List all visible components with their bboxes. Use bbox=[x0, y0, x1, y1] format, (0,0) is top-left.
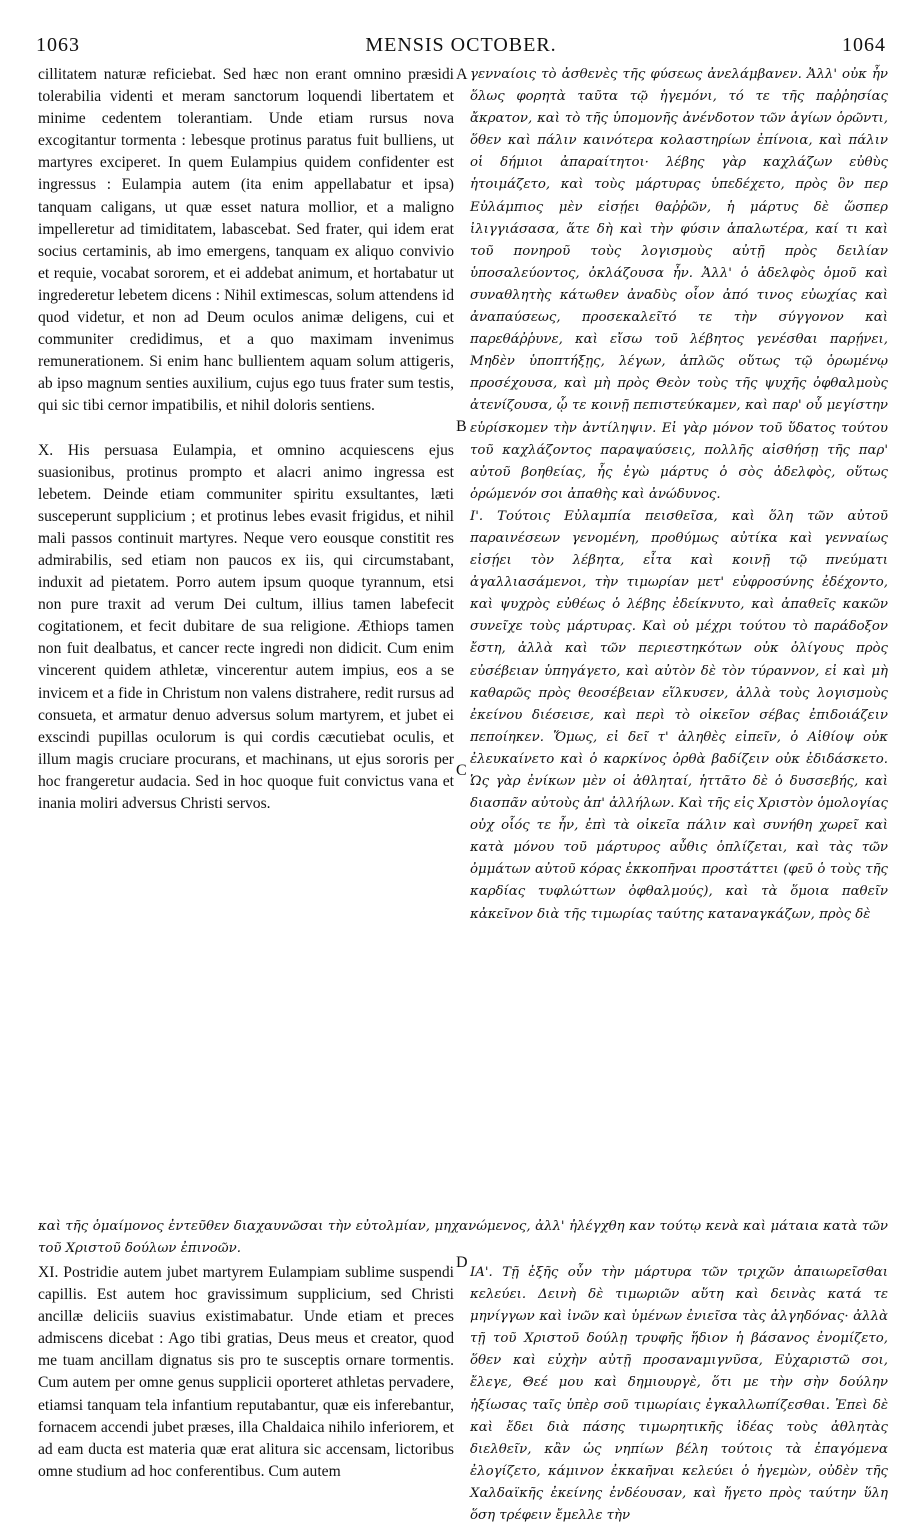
latin-column bbox=[38, 64, 454, 815]
greek-paragraph: ΙΑ'. Τῇ ἑξῆς οὖν τὴν μάρτυρα τῶν τριχῶν ἀπαιωρεῖσθαι κελεύει. Δεινὴ δὲ τιμωριῶν αὕτη καὶ δεινὰς κατά τε μηνίγγων καὶ ἰνῶν καὶ ὑμένων ἐνιεῖσα τὰς ἀλγηδόνας· ἀλλὰ τῇ τοῦ Χριστοῦ δούλῃ τρυφῆς ἥδιον ἡ βάσανος ἐνομίζετο, ὅθεν καὶ εὐχὴν αὐτῇ προσαναμιγνῦσα, Εὐχαριστῶ σοι, ἔλεγε, Θεέ μου καὶ δημιουργὲ, ὅτι με τὴν σὴν δούλην ἠξίωσας ταῖς ὑπὲρ σοῦ τιμωρίαις ἐγκαλλωπίζεσθαι. Ἐπεὶ δὲ καὶ ἔδει διὰ πάσης τιμωρητικῆς ἰδέας τοὺς ἀθλητὰς διελθεῖν, κἂν ὡς νηπίων βέλη τούτοις τὰ ἐπαγόμενα ἐλογίζετο, κάμινον ἐκκαῆναι κελεύει ὁ ἡγεμὼν, οὐδὲν τῆς Χαλδαϊκῆς ἐκείνης ἐνδέουσαν, καὶ ἤγετο πρὸς ταύτην ὕλη ὅση τρέφειν ἔμελλε τὴν bbox=[470, 1265, 888, 1524]
margin-letter: A bbox=[456, 66, 468, 83]
page-number-right: 1064 bbox=[842, 34, 886, 56]
latin-paragraph: XI. Postridie autem jubet martyrem Eulampiam sublime suspendi capillis. Est autem hoc gravissimum supplicium, sed Christi ancillæ deliciis suavius existimabatur. Unde etiam et preces admiscens dicebat : Ago tibi gratias, Deus meus et creator, quod me tuam ancillam dignatus sis pro te susceptis ornare tormentis. Cum autem per omne genus supplicii oporteret athletas pervadere, etiamsi tanquam tela infantium reputabantur, quæ eis inferebantur, fornacem accendi jubet præses, illa Chaldaica nihilo inferiorem, et ad eam ducta est materia quæ erat alitura sic accensam, lictoribus omne studium ad hoc conferentibus. Cum autem bbox=[38, 1264, 454, 1480]
page-number-left: 1063 bbox=[36, 34, 80, 56]
greek-column-lower bbox=[470, 1262, 888, 1527]
running-header bbox=[36, 34, 886, 62]
greek-paragraph: γενναίοις τὸ ἀσθενὲς τῆς φύσεως ἀνελάμβανεν. Ἀλλ' οὐκ ἦν ὅλως φορητὰ ταῦτα τῷ ἡγεμόνι, τό τε τῆς παῤῥησίας ἄκρατον, καὶ τὸ τῆς ὑπομονῆς ἀνένδοτον τῶν ἁγίων ὁρῶντι, ὅθεν καὶ πάλιν καινότερα κολαστηρίων ἐπίνοια, καὶ πάλιν οἱ δήμιοι ἀπαραίτητοι· λέβης γὰρ καχλάζων εὐθὺς ἡτοιμάζετο, καὶ τοὺς μάρτυρας ὑπεδέχετο, πρὸς ὃν περ Εὐλάμπιος μὲν εἰσῄει θαῤῥῶν, ἡ μάρτυς δὲ ὥσπερ ἰλιγγιάσασα, ἅτε δὴ καὶ τὴν φύσιν ἁπαλωτέρα, καί τι καὶ τοῦ πονηροῦ τοὺς λογισμοὺς αὐτῇ πρὸς δειλίαν ὑποσαλεύοντος, ὀκλάζουσα ἦν. Ἀλλ' ὁ ἀδελφὸς ὁμοῦ καὶ συναθλητὴς κάτωθεν ἀναδὺς οἷον ἀπό τινος εὐωχίας καὶ ἀναπαύσεως, προσεκαλεῖτό τε τὴν σύγγονον καὶ παρεθάῤῥυνε, καὶ εἴσω τοῦ λέβητος γενέσθαι παρῄνει, Μηδὲν ὑποπτήξῃς, λέγων, ἁπλῶς οὕτως τῷ ὁρωμένῳ προσέχουσα, καὶ μὴ πρὸς Θεὸν τοὺς τῆς ψυχῆς ὀφθαλμοὺς ἀτενίζουσα, ᾧ τε κοινῇ πεπιστεύκαμεν, καὶ παρ' οὗ μεγίστην εὑρίσκομεν τὴν ἀντίληψιν. Εἰ γὰρ μόνον τοῦ ὕδατος τούτου τοῦ καχλάζοντος παραψαύσεις, πολλῆς αἰσθήσῃ τῆς παρ' αὐτοῦ βοηθείας, ἧς ἐγὼ μάρτυς ὁ σὸς ἀδελφὸς, οὕτως ὁρώμενόν σοι ἀπαθὴς καὶ ἀνώδυνος. bbox=[470, 67, 888, 502]
greek-column bbox=[470, 64, 888, 926]
greek-full-width-line bbox=[38, 1216, 888, 1260]
margin-letter: C bbox=[456, 762, 467, 779]
latin-paragraph: X. His persuasa Eulampia, et omnino acquiescens ejus suasionibus, protinus prompto et alacri animo ingressa est lebetem. Deinde etiam communiter spiritu exsultantes, læti susceperunt supplicium ; et protinus lebes evasit frigidus, et nihil mali passos continuit martyres. Neque vero eousque constitit res admirabilis, sed etiam non paucos ex iis, qui circumstabant, induxit ad pietatem. Porro autem ipsum quoque tyrannum, etsi non pure traxit ad verum Dei cultum, illius tamen labefecit cogitationem, et fecit dubitare de sua religione. Æthiops tamen non fuit dealbatus, et cancer recte ingredi non didicit. Cum enim vincerent quidem athletæ, vincerentur autem impius, eos a se invicem et a fide in Christum non valens distrahere, redit rursus ad consueta, et armatur denuo adversus solum martyrem, et jubet ei exscindi pupillas oculorum is qui cordis cæcutiebat oculis, et illum magis cruciare procurans, et machinans, ut ejus sororis per hoc frangeretur audacia. Sed in hoc quoque fuit convictus vana et inania moliri adversus Christi servos. bbox=[38, 441, 454, 812]
greek-paragraph: καὶ τῆς ὁμαίμονος ἐντεῦθεν διαχαυνῶσαι τὴν εὐτολμίαν, μηχανώμενος, ἀλλ' ἠλέγχθη καν τούτῳ κενὰ καὶ μάταια κατὰ τῶν τοῦ Χριστοῦ δούλων ἐπινοῶν. bbox=[38, 1219, 888, 1256]
latin-column-lower bbox=[38, 1262, 454, 1483]
greek-paragraph: Ι'. Τούτοις Εὐλαμπία πεισθεῖσα, καὶ ὅλη τῶν αὐτοῦ παραινέσεων γενομένη, προθύμως αὐτίκα καὶ γενναίως εἰσῄει τὸν λέβητα, εἶτα καὶ κοινῇ τῷ πνεύματι ἀγαλλιασάμενοι, τὴν τιμωρίαν μετ' εὐφροσύνης ἐδέχοντο, καὶ ψυχρὸς εὐθέως ὁ λέβης ἐδείκνυτο, καὶ ἀπαθεῖς κακῶν συνεῖχε τοὺς μάρτυρας. Καὶ οὐ μέχρι τούτου τὸ παράδοξον ἔστη, ἀλλὰ καὶ τῶν περιεστηκότων οὐκ ὀλίγους πρὸς εὐσέβειαν ὑπηγάγετο, καὶ αὐτὸν δὲ τὸν τύραννον, εἰ καὶ μὴ καθαρῶς πρὸς θεοσέβειαν εἵλκυσεν, ἀλλὰ τοὺς λογισμοὺς ἐκείνου διέσεισε, καὶ περὶ τὸ οἰκεῖον σέβας ἐπιδοιάζειν πεποίηκεν. Ὅμως, εἰ δεῖ τ' ἀληθὲς εἰπεῖν, ὁ Αἰθίοψ οὐκ ἐλευκαίνετο καὶ ὁ καρκίνος ὀρθὰ βαδίζειν οὐκ ἐδιδάσκετο. Ὡς γὰρ ἐνίκων μὲν οἱ ἀθληταί, ἡττᾶτο δὲ ὁ δυσσεβής, καὶ διασπᾶν αὐτοὺς ἀπ' ἀλλήλων. Καὶ τῆς εἰς Χριστὸν ὁμολογίας οὐχ οἷός τε ἦν, ἐπὶ τὰ οἰκεῖα πάλιν καὶ συνήθη χωρεῖ καὶ κατὰ μόνου τοῦ μάρτυρος αὖθις ὁπλίζεται, καὶ τὰς τῶν ὀμμάτων αὐτοῦ κόρας ἐκκοπῆναι προστάττει (φεῦ ὁ τοὺς τῆς καρδίας τυφλώττων ὀφθαλμούς), καὶ τὰ ὅμοια παθεῖν κἀκεῖνον διὰ τῆς τιμωρίας ταύτης καταναγκάζων, πρὸς δὲ bbox=[470, 508, 888, 922]
latin-paragraph: cillitatem naturæ reficiebat. Sed hæc non erant omnino præsidi tolerabilia videnti et meram sanctorum loquendi libertatem et minime cedentem tolerantiam. Unde etiam rursus nova excogitantur tormenta : lebesque protinus paratus fuit bulliens, ut martyres exciperet. In quem Eulampius quidem confidenter est ingressus : Eulampia autem (ita enim appellabatur et ipsa) tanquam caligans, ut quæ esset natura mollior, et a maligno impelleretur ad timiditatem, labascebat. Sed frater, qui idem erat socius certaminis, ab imo emergens, tanquam ex aliquo convivio et requie, vocabat sororem, et ei addebat animum, et hortabatur ut ingrederetur lebetem dicens : Nihil extimescas, solum attendens id quod videtur, et non ad Deum oculos animæ deligens, cui et communiter credidimus, et a quo maximam invenimus remunerationem. Si enim hanc bullientem aquam solum attigeris, ab ipso magnum senties auxilium, cujus ego tuus frater sum testis, qui sic tibi cernor impatibilis, et nihil doloris sentiens. bbox=[38, 66, 454, 415]
running-title: MENSIS OCTOBER. bbox=[365, 34, 557, 56]
margin-letter: D bbox=[456, 1254, 468, 1271]
margin-letter: B bbox=[456, 418, 467, 435]
